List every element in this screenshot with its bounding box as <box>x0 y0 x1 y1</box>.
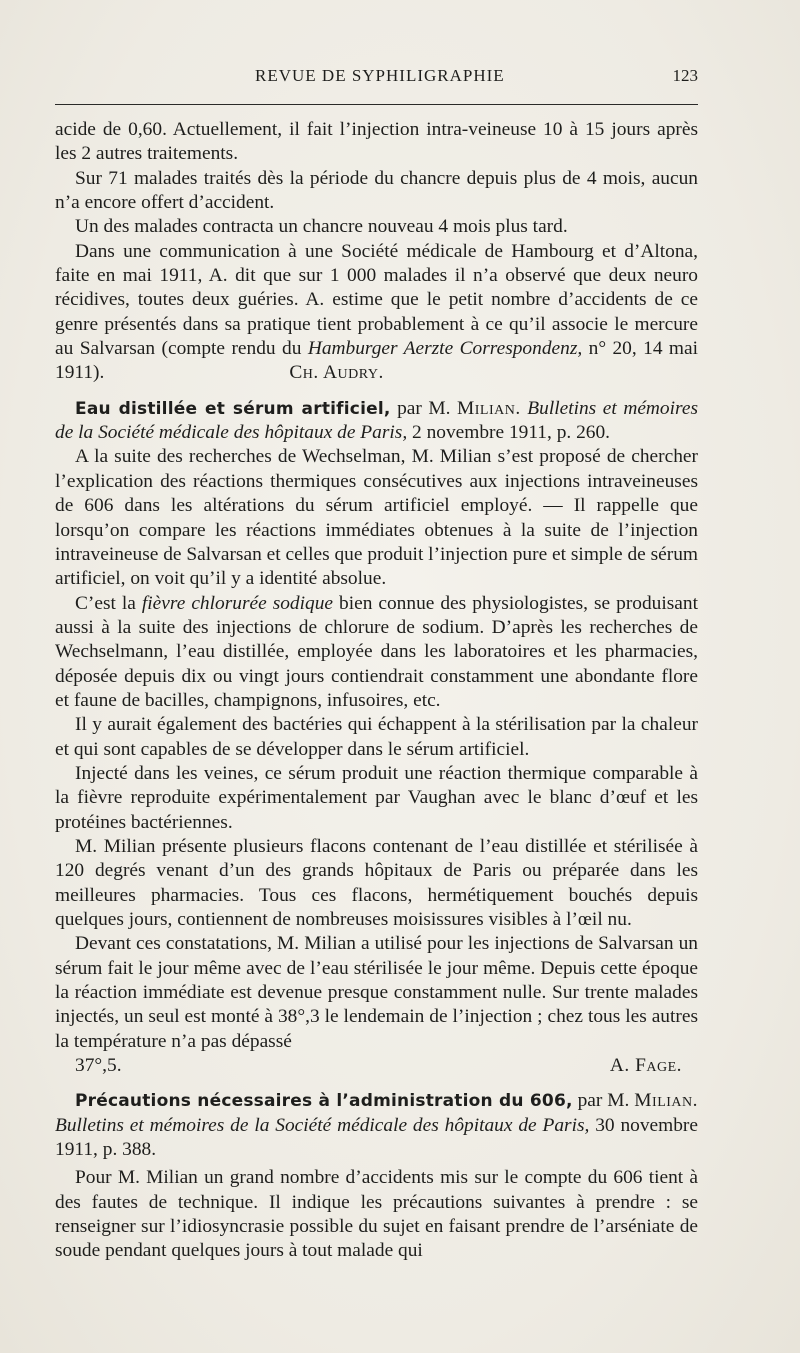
article-2-heading <box>55 1089 698 1162</box>
page-number: 123 <box>672 66 698 85</box>
article-1-paragraph-6: Devant ces constatations, M. Milian a utilisé pour les injections de Salvarsan un sérum fait le jour même avec de l’eau stérilisée le jour même. Depuis cette époque la réaction immédiate est devenue presque constamment nulle. Sur trente malades injectés, un seul est monté à 38°,3 le lendemain de l’injection ; chez tous les autres la température n’a pas dépassé <box>55 933 698 1052</box>
article-1-par: par M. <box>390 397 458 419</box>
continuation-paragraph-4 <box>55 240 698 386</box>
continuation-paragraph-1: acide de 0,60. Actuellement, il fait l’injection intra-veineuse 10 à 15 jours après les 2 autres traitements. <box>55 119 698 165</box>
continuation-paragraph-2: Sur 71 malades traités dès la période du chancre depuis plus de 4 mois, aucun n’a encore offert d’accident. <box>55 167 698 214</box>
article-2-par: par M. <box>572 1090 635 1112</box>
article-1-heading <box>55 397 698 446</box>
article-1-paragraph-1: A la suite des recherches de Wechselman, M. Milian s’est proposé de chercher l’explication des réactions thermiques consécutives aux injections intraveineuses de 606 dans les altérations du sérum artificiel employé. — Il rappelle que lorsqu’on compare les réactions immédiates obtenues à la suite de l’injection intraveineuse de Salvarsan et celles que produit l’injection pure et simple de sérum artificiel, on voit qu’il y a identité absolue. <box>55 446 698 590</box>
article-2-source: Bulletins et mémoires de la Société médicale des hôpitaux de Paris, <box>55 1114 590 1136</box>
article-1-italic-term: fièvre chlorurée sodique <box>141 592 334 614</box>
running-title: REVUE DE SYPHILIGRAPHIE <box>255 66 505 85</box>
article-2-title: Précautions nécessaires à l’administration du 606, <box>75 1091 573 1112</box>
article-1-paragraph-2-b: bien connue des physiologistes, se produisant aussi à la suite des injections de chlorure de sodium. D’après les recherches de Wechselmann, l’eau distillée, employée dans les laboratoires et les pharmacies, déposée depuis dix ou vingt jours contiendrait constamment une abondante flore et faune de bacilles, champignons, infusoires, etc. <box>55 592 698 711</box>
header-rule <box>55 104 698 105</box>
journal-title: Hamburger Aerzte Correspondenz, <box>307 338 583 360</box>
signature-audry: Ch. Audry. <box>289 362 384 384</box>
article-1-paragraph-2-a: C’est la <box>75 592 142 614</box>
article-1-paragraph-3: Il y aurait également des bactéries qui échappent à la stérilisation par la chaleur et qui sont capables de se développer dans le sérum artificiel. <box>55 714 698 760</box>
article-1-paragraph-4: Injecté dans les veines, ce sérum produit une réaction thermique comparable à la fièvre reproduite expérimentalement par Vaughan avec le blanc d’œuf et les protéines bactériennes. <box>55 762 698 833</box>
article-1-author: Milian. <box>457 397 521 419</box>
article-2-source-ref: 30 novembre 1911, p. 388. <box>55 1114 698 1161</box>
body-text <box>55 118 698 1264</box>
article-2-paragraph-1: Pour M. Milian un grand nombre d’accidents mis sur le compte du 606 tient à des fautes de technique. Il indique les précautions suivantes à prendre : se renseigner sur l’idiosyncrasie possible du sujet en faisant prendre de l’arséniate de soude pendant quelques jours à tout malade qui <box>55 1167 698 1262</box>
article-1-source: Bulletins et mémoires de la Société médicale des hôpitaux de Paris, <box>55 397 698 444</box>
continuation-paragraph-4-text: Dans une communication à une Société médicale de Hambourg et d’Altona, faite en mai 1911, A. dit que sur 1 000 malades il n’a observé que deux neuro récidives, toutes deux guéries. A. estime que le petit nombre d’accidents de ce genre présentés dans sa pratique tient probablement à ce qu’il associe le mercure au Salvarsan (compte rendu du <box>55 240 698 360</box>
continuation-paragraph-3: Un des malades contracta un chancre nouveau 4 mois plus tard. <box>75 216 568 238</box>
journal-reference: n° 20, 14 mai 1911). <box>55 338 699 384</box>
article-2-author: Milian. <box>634 1090 698 1112</box>
article-1-source-ref: 2 novembre 1911, p. 260. <box>407 422 611 444</box>
page-header <box>55 62 698 92</box>
article-1-title: Eau distillée et sérum artificiel, <box>75 398 391 419</box>
article-1-paragraph-2 <box>55 592 698 714</box>
article-1-closing-line <box>55 1054 698 1078</box>
article-1-paragraph-5: M. Milian présente plusieurs flacons contenant de l’eau distillée et stérilisée à 120 degrés venant d’un des grands hôpitaux de Paris ou préparée dans les meilleures pharmacies. Tous ces flacons, hermétiquement bouchés depuis quelques jours, contiennent de nombreuses moisissures visibles à l’œil nu. <box>55 835 698 930</box>
article-1-last-value: 37°,5. <box>75 1055 122 1077</box>
signature-fage: A. Fage. <box>609 1055 682 1077</box>
